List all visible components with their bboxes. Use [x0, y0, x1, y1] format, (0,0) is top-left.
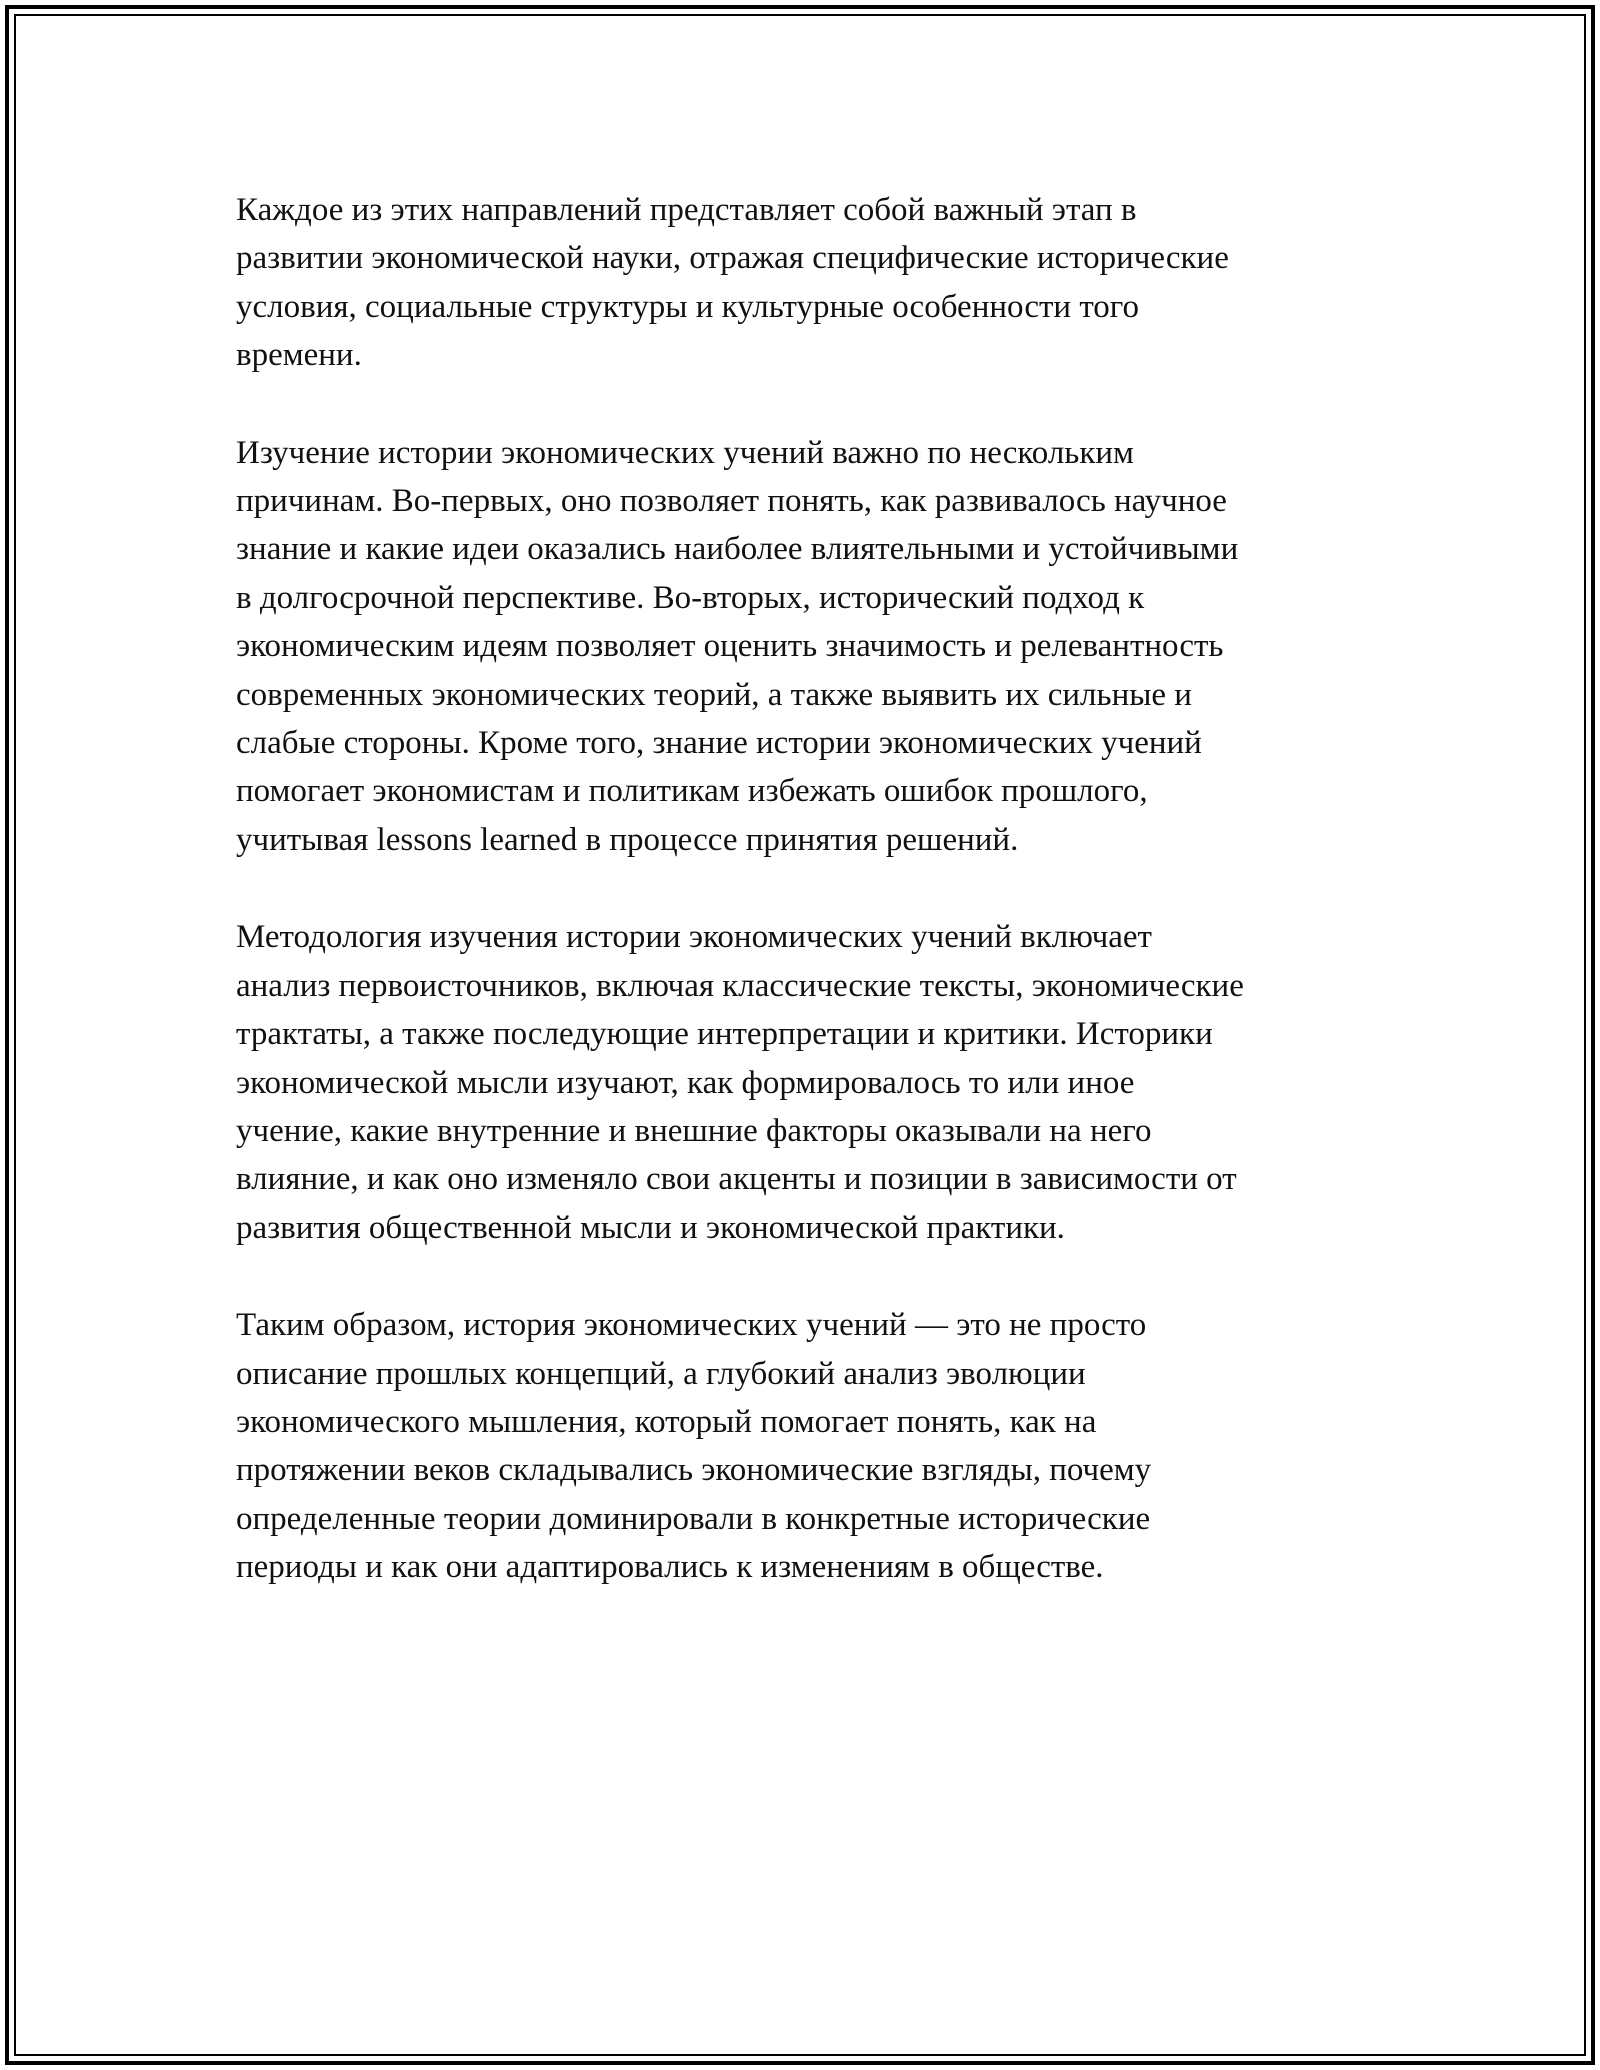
paragraph-2: Изучение истории экономических учений важно по нескольким причинам. Во-первых, оно позволяет понять, как развивалось научное знание и какие идеи оказались наиболее влиятельными и устойчивыми в долгосрочной перспективе. Во-вторых, исторический подход к экономическим идеям позволяет оценить значимость и релевантность современных экономических теорий, а также выявить их сильные и слабые стороны. Кроме того, знание истории экономических учений помогает экономистам и политикам избежать ошибок прошлого, учитывая lessons learned в процессе принятия решений.: [236, 434, 1239, 858]
paragraph-1: Каждое из этих направлений представляет собой важный этап в развитии экономической науки, отражая специфические исторические условия, социальные структуры и культурные особенности того времени.: [236, 192, 1229, 374]
paragraph-4: Таким образом, история экономических учений — это не просто описание прошлых концепций, а глубокий анализ эволюции экономического мышления, который помогает понять, как на протяжении веков складывались экономические взгляды, почему определенные теории доминировали в конкретные исторические периоды и как они адаптировались к изменениям в обществе.: [236, 1307, 1152, 1586]
document-body: [236, 186, 1376, 1641]
paragraph-3: Методология изучения истории экономических учений включает анализ первоисточников, включая классические тексты, экономические трактаты, а также последующие интерпретации и критики. Историки экономической мысли изучают, как формировалось то или иное учение, какие внутренние и внешние факторы оказывали на него влияние, и как оно изменяло свои акценты и позиции в зависимости от развития общественной мысли и экономической практики.: [236, 919, 1244, 1246]
